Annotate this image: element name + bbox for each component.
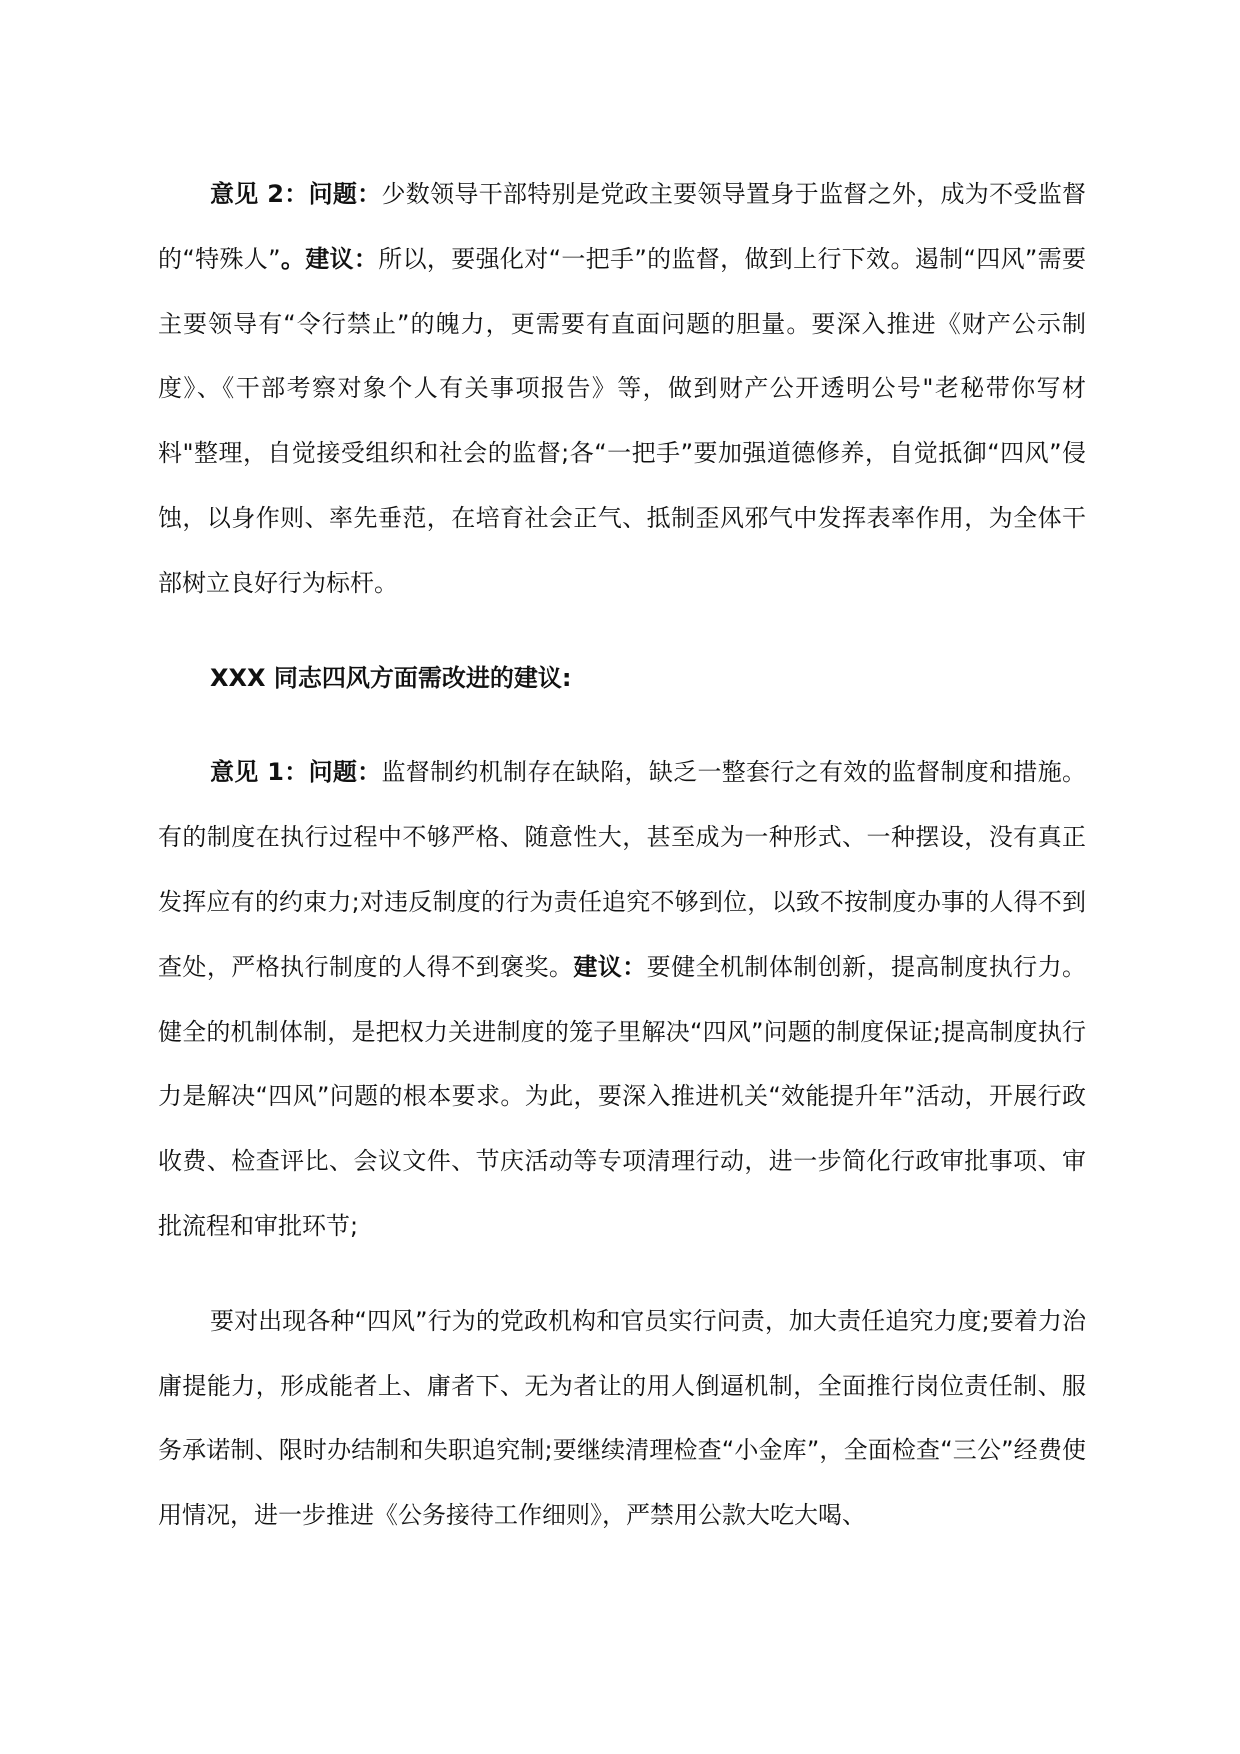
opinion-2-problem-text: 少数领导干部特别是党政主要领导置身于监督之外，成为不受监督的“特殊人” [158,180,1087,273]
opinion-2-paragraph [158,162,1086,616]
section-heading: XXX 同志四风方面需改进的建议: [210,663,572,692]
document-page [158,162,1086,1548]
opinion-1-label: 意见 1： [210,758,309,787]
opinion-1-paragraph [158,740,1086,1258]
opinion-2-period: 。 [280,244,306,273]
opinion-1-problem-label: 问题： [308,758,382,787]
opinion-1-suggestion-label: 建议： [573,952,647,981]
accountability-paragraph: 要对出现各种“四风”行为的党政机构和官员实行问责，加大责任追究力度;要着力治庸提能力，形成能者上、庸者下、无为者让的用人倒逼机制，全面推行岗位责任制、服务承诺制、限时办结制和失职追究制;要继续清理检查“小金库”，全面检查“三公”经费使用情况，进一步推进《公务接待工作细则》，严禁用公款大吃大喝、 [158,1306,1086,1530]
opinion-1-suggestion-text: 要健全机制体制创新，提高制度执行力。健全的机制体制，是把权力关进制度的笼子里解决“四风”问题的制度保证;提高制度执行力是解决“四风”问题的根本要求。为此，要深入推进机关“效能提升年”活动，开展行政收费、检查评比、会议文件、节庆活动等专项清理行动，进一步简化行政审批事项、审批流程和审批环节; [158,952,1087,1240]
opinion-2-label: 意见 2： [210,180,309,208]
opinion-2-suggestion-text: 所以，要强化对“一把手”的监督，做到上行下效。遏制“四风”需要主要领导有“令行禁止”的魄力，更需要有直面问题的胆量。要深入推进《财产公示制度》、《干部考察对象个人有关事项报告》等，做到财产公开透明公号"老秘带你写材料"整理，自觉接受组织和社会的监督;各“一把手”要加强道德修养，自觉抵御“四风”侵蚀，以身作则、率先垂范，在培育社会正气、抵制歪风邪气中发挥表率作用，为全体干部树立良好行为标杆。 [158,244,1087,597]
opinion-2-problem-label: 问题： [308,180,382,208]
opinion-1-problem-text: 监督制约机制存在缺陷，缺乏一整套行之有效的监督制度和措施。有的制度在执行过程中不够严格、随意性大，甚至成为一种形式、一种摆设，没有真正发挥应有的约束力;对违反制度的行为责任追究不够到位，以致不按制度办事的人得不到查处，严格执行制度的人得不到褒奖。 [158,758,1087,981]
opinion-2-suggestion-label: 建议： [305,244,379,273]
